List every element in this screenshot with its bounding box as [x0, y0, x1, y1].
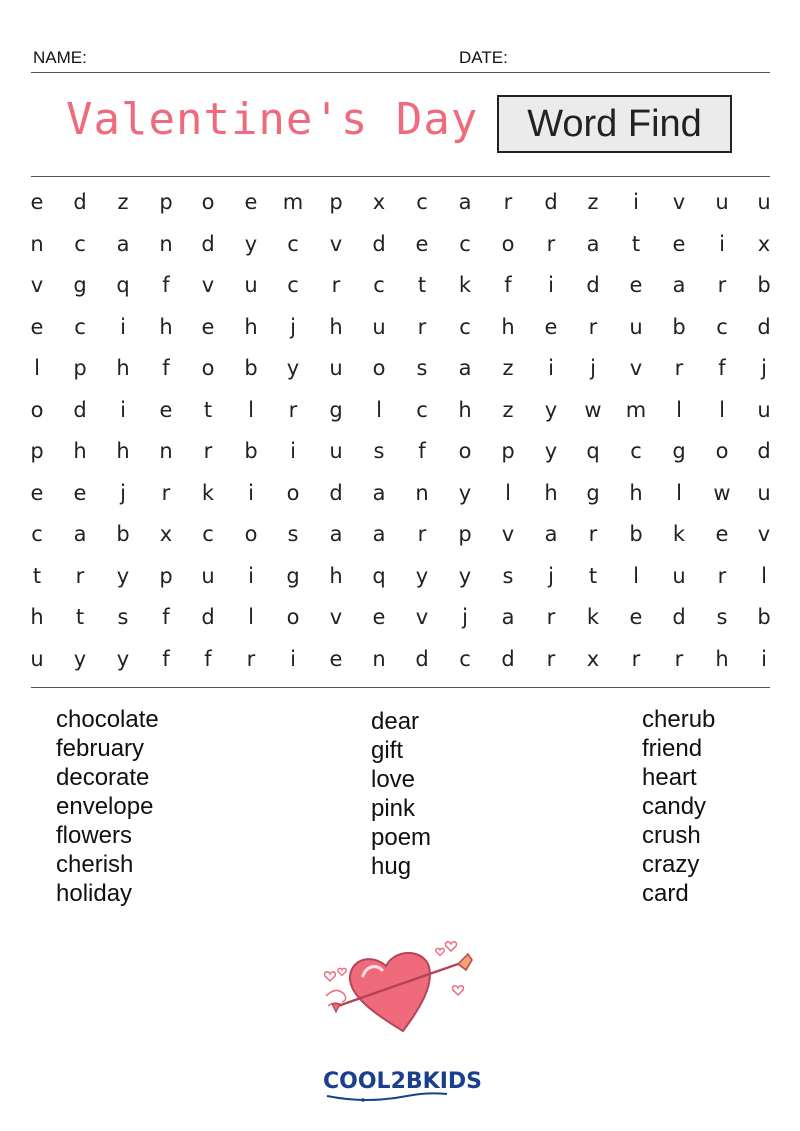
grid-letter: u: [329, 439, 343, 463]
grid-letter: h: [159, 315, 173, 339]
grid-letter: p: [501, 439, 515, 463]
grid-letter: v: [672, 190, 686, 214]
grid-letter: r: [203, 439, 213, 463]
grid-letter: f: [162, 647, 170, 671]
word-list-item: flowers: [56, 822, 133, 849]
word-list-item: hug: [371, 853, 412, 880]
grid-letter: d: [501, 647, 515, 671]
grid-letter: e: [159, 398, 173, 422]
grid-letter: u: [30, 647, 44, 671]
grid-letter: h: [244, 315, 258, 339]
grid-letter: y: [458, 564, 472, 588]
grid-letter: i: [761, 647, 767, 671]
grid-letter: e: [415, 232, 429, 256]
grid-letter: l: [676, 398, 682, 422]
grid-letter: e: [329, 647, 343, 671]
grid-letter: c: [287, 273, 299, 297]
grid-top-rule: [31, 176, 770, 177]
grid-row: [16, 595, 786, 637]
word-list-item: february: [56, 735, 145, 762]
grid-letter: n: [30, 232, 44, 256]
grid-letter: r: [331, 273, 341, 297]
grid-letter: a: [458, 190, 472, 214]
grid-letter: e: [244, 190, 258, 214]
grid-letter: q: [116, 273, 130, 297]
grid-letter: t: [631, 232, 641, 256]
grid-letter: y: [116, 564, 130, 588]
grid-letter: l: [633, 564, 639, 588]
grid-letter: f: [162, 605, 170, 629]
grid-letter: r: [546, 232, 556, 256]
grid-letter: c: [74, 232, 86, 256]
grid-letter: r: [75, 564, 85, 588]
grid-letter: d: [201, 232, 215, 256]
grid-letter: v: [329, 605, 343, 629]
grid-letter: i: [633, 190, 639, 214]
grid-letter: u: [629, 315, 643, 339]
grid-letter: u: [329, 356, 343, 380]
grid-letter: f: [718, 356, 726, 380]
word-list-item: heart: [642, 764, 697, 791]
grid-letter: s: [373, 439, 385, 463]
grid-letter: o: [286, 605, 300, 629]
grid-letter: i: [248, 481, 254, 505]
grid-letter: x: [159, 522, 173, 546]
word-list-item: holiday: [56, 880, 133, 907]
cool2bkids-logo-icon: [323, 1064, 483, 1104]
grid-letter: u: [757, 398, 771, 422]
grid-letter: o: [201, 190, 215, 214]
grid-letter: y: [116, 647, 130, 671]
grid-letter: s: [502, 564, 514, 588]
grid-letter: c: [31, 522, 43, 546]
grid-letter: j: [761, 356, 767, 380]
grid-letter: r: [288, 398, 298, 422]
grid-letter: b: [244, 439, 258, 463]
grid-letter: k: [458, 273, 472, 297]
grid-letter: i: [120, 398, 126, 422]
grid-letter: a: [116, 232, 130, 256]
grid-letter: m: [282, 190, 304, 214]
grid-letter: u: [672, 564, 686, 588]
grid-letter: c: [373, 273, 385, 297]
grid-letter: n: [372, 647, 386, 671]
grid-letter: z: [502, 398, 514, 422]
grid-letter: a: [458, 356, 472, 380]
grid-bottom-rule: [31, 687, 770, 688]
word-list-item: friend: [642, 735, 703, 762]
grid-letter: r: [546, 647, 556, 671]
grid-letter: a: [544, 522, 558, 546]
grid-letter: b: [757, 605, 771, 629]
grid-letter: p: [329, 190, 343, 214]
grid-letter: d: [544, 190, 558, 214]
page-title: Valentine's Day: [66, 94, 479, 145]
grid-row: [16, 388, 786, 430]
grid-row: [16, 346, 786, 388]
grid-letter: v: [757, 522, 771, 546]
grid-letter: r: [588, 522, 598, 546]
grid-letter: b: [116, 522, 130, 546]
grid-letter: h: [329, 315, 343, 339]
grid-letter: o: [458, 439, 472, 463]
grid-letter: t: [417, 273, 427, 297]
grid-letter: i: [290, 647, 296, 671]
grid-letter: i: [548, 356, 554, 380]
grid-letter: b: [757, 273, 771, 297]
word-list-item: love: [371, 766, 416, 793]
grid-letter: e: [672, 232, 686, 256]
grid-letter: p: [73, 356, 87, 380]
grid-letter: o: [201, 356, 215, 380]
grid-letter: u: [757, 481, 771, 505]
word-list-column-2: [371, 707, 431, 881]
grid-letter: t: [588, 564, 598, 588]
grid-letter: p: [159, 190, 173, 214]
grid-letter: r: [417, 315, 427, 339]
word-list-column-3: [642, 705, 715, 908]
grid-letter: k: [586, 605, 600, 629]
grid-letter: h: [629, 481, 643, 505]
grid-row: [16, 471, 786, 513]
grid-letter: j: [120, 481, 126, 505]
grid-letter: s: [716, 605, 728, 629]
grid-letter: d: [757, 315, 771, 339]
grid-letter: h: [116, 439, 130, 463]
grid-letter: l: [719, 398, 725, 422]
grid-letter: r: [161, 481, 171, 505]
grid-letter: c: [74, 315, 86, 339]
grid-letter: r: [631, 647, 641, 671]
grid-letter: t: [32, 564, 42, 588]
grid-letter: u: [715, 190, 729, 214]
grid-letter: c: [416, 398, 428, 422]
grid-letter: y: [544, 398, 558, 422]
word-list-item: decorate: [56, 764, 150, 791]
grid-letter: r: [246, 647, 256, 671]
grid-letter: v: [201, 273, 215, 297]
grid-letter: j: [462, 605, 468, 629]
word-list-item: cherish: [56, 851, 134, 878]
grid-letter: w: [713, 481, 731, 505]
grid-letter: o: [244, 522, 258, 546]
grid-letter: z: [117, 190, 129, 214]
word-list-item: chocolate: [56, 706, 159, 733]
grid-letter: i: [719, 232, 725, 256]
grid-letter: r: [674, 647, 684, 671]
word-list-item: poem: [371, 824, 432, 851]
grid-letter: a: [672, 273, 686, 297]
grid-letter: f: [504, 273, 512, 297]
grid-letter: c: [416, 190, 428, 214]
grid-letter: s: [117, 605, 129, 629]
grid-letter: d: [757, 439, 771, 463]
grid-letter: g: [586, 481, 600, 505]
grid-letter: j: [290, 315, 296, 339]
grid-letter: v: [629, 356, 643, 380]
grid-letter: b: [672, 315, 686, 339]
grid-letter: a: [586, 232, 600, 256]
logo-text: COOL2BKIDS: [323, 1069, 482, 1094]
grid-letter: h: [116, 356, 130, 380]
grid-letter: d: [586, 273, 600, 297]
grid-letter: g: [672, 439, 686, 463]
word-list-item: cherub: [642, 706, 716, 733]
grid-letter: c: [202, 522, 214, 546]
grid-row: [16, 263, 786, 305]
grid-letter: a: [73, 522, 87, 546]
word-list-column-1: [56, 705, 159, 908]
grid-letter: q: [586, 439, 600, 463]
grid-letter: l: [248, 605, 254, 629]
grid-letter: c: [459, 232, 471, 256]
grid-letter: k: [672, 522, 686, 546]
grid-letter: l: [34, 356, 40, 380]
grid-letter: a: [501, 605, 515, 629]
grid-letter: j: [548, 564, 554, 588]
grid-letter: g: [286, 564, 300, 588]
grid-letter: l: [761, 564, 767, 588]
grid-letter: m: [625, 398, 647, 422]
grid-letter: v: [30, 273, 44, 297]
grid-letter: r: [417, 522, 427, 546]
grid-letter: p: [30, 439, 44, 463]
grid-letter: x: [757, 232, 771, 256]
grid-letter: e: [73, 481, 87, 505]
grid-letter: e: [715, 522, 729, 546]
grid-letter: v: [415, 605, 429, 629]
grid-letter: y: [286, 356, 300, 380]
grid-letter: r: [503, 190, 513, 214]
grid-letter: p: [458, 522, 472, 546]
grid-letter: l: [676, 481, 682, 505]
grid-row: [16, 429, 786, 471]
word-list-item: crazy: [642, 851, 700, 878]
header-row: [33, 48, 770, 72]
grid-letter: l: [376, 398, 382, 422]
grid-letter: e: [30, 190, 44, 214]
grid-letter: e: [629, 273, 643, 297]
grid-letter: b: [629, 522, 643, 546]
grid-letter: v: [329, 232, 343, 256]
grid-letter: s: [416, 356, 428, 380]
grid-letter: h: [715, 647, 729, 671]
grid-letter: n: [415, 481, 429, 505]
grid-letter: r: [546, 605, 556, 629]
grid-letter: d: [372, 232, 386, 256]
grid-letter: o: [286, 481, 300, 505]
grid-letter: r: [674, 356, 684, 380]
grid-letter: r: [717, 273, 727, 297]
grid-row: [16, 305, 786, 347]
grid-letter: c: [630, 439, 642, 463]
grid-letter: f: [162, 273, 170, 297]
grid-letter: t: [203, 398, 213, 422]
grid-letter: u: [757, 190, 771, 214]
grid-letter: d: [672, 605, 686, 629]
grid-letter: y: [244, 232, 258, 256]
grid-letter: x: [372, 190, 386, 214]
grid-letter: w: [584, 398, 602, 422]
grid-letter: h: [501, 315, 515, 339]
grid-letter: x: [586, 647, 600, 671]
grid-letter: k: [201, 481, 215, 505]
grid-letter: c: [459, 647, 471, 671]
grid-row: [16, 554, 786, 596]
grid-letter: d: [73, 398, 87, 422]
grid-letter: u: [372, 315, 386, 339]
subtitle-box: [497, 95, 732, 153]
grid-row: [16, 512, 786, 554]
grid-letter: e: [629, 605, 643, 629]
grid-letter: r: [588, 315, 598, 339]
grid-letter: g: [329, 398, 343, 422]
grid-letter: q: [372, 564, 386, 588]
grid-letter: p: [159, 564, 173, 588]
grid-letter: t: [75, 605, 85, 629]
grid-letter: i: [290, 439, 296, 463]
grid-letter: s: [287, 522, 299, 546]
grid-row: [16, 637, 786, 679]
grid-letter: d: [415, 647, 429, 671]
date-label: DATE:: [459, 48, 508, 67]
grid-letter: h: [544, 481, 558, 505]
grid-letter: y: [415, 564, 429, 588]
grid-letter: u: [201, 564, 215, 588]
logo: [323, 1064, 483, 1104]
name-label: NAME:: [33, 48, 87, 67]
heart-arrow-icon: [318, 936, 478, 1036]
grid-letter: e: [30, 481, 44, 505]
word-list-item: crush: [642, 822, 701, 849]
grid-letter: d: [329, 481, 343, 505]
word-list-item: dear: [371, 708, 420, 735]
grid-letter: y: [458, 481, 472, 505]
grid-letter: b: [244, 356, 258, 380]
grid-letter: a: [372, 522, 386, 546]
grid-letter: l: [248, 398, 254, 422]
grid-letter: o: [30, 398, 44, 422]
grid-letter: u: [244, 273, 258, 297]
grid-letter: r: [717, 564, 727, 588]
grid-letter: i: [548, 273, 554, 297]
grid-letter: o: [715, 439, 729, 463]
grid-letter: l: [505, 481, 511, 505]
grid-letter: e: [201, 315, 215, 339]
word-list-item: card: [642, 880, 689, 907]
grid-letter: n: [159, 439, 173, 463]
grid-row: [16, 222, 786, 264]
grid-letter: f: [204, 647, 212, 671]
grid-letter: f: [418, 439, 426, 463]
grid-letter: v: [501, 522, 515, 546]
grid-letter: c: [287, 232, 299, 256]
grid-letter: o: [372, 356, 386, 380]
grid-letter: a: [372, 481, 386, 505]
grid-letter: i: [248, 564, 254, 588]
grid-letter: c: [716, 315, 728, 339]
word-list-item: pink: [371, 795, 416, 822]
word-list-item: gift: [371, 737, 404, 764]
grid-letter: f: [162, 356, 170, 380]
grid-letter: y: [73, 647, 87, 671]
grid-letter: e: [372, 605, 386, 629]
header-rule: [31, 72, 770, 73]
grid-letter: y: [544, 439, 558, 463]
grid-letter: d: [73, 190, 87, 214]
grid-letter: d: [201, 605, 215, 629]
grid-letter: h: [458, 398, 472, 422]
grid-letter: a: [329, 522, 343, 546]
grid-letter: o: [501, 232, 515, 256]
grid-letter: e: [544, 315, 558, 339]
word-list-item: envelope: [56, 793, 154, 820]
grid-letter: h: [329, 564, 343, 588]
grid-letter: e: [30, 315, 44, 339]
grid-row: [16, 180, 786, 222]
grid-letter: n: [159, 232, 173, 256]
grid-letter: g: [73, 273, 87, 297]
grid-letter: z: [587, 190, 599, 214]
grid-letter: h: [30, 605, 44, 629]
grid-letter: j: [590, 356, 596, 380]
grid-letter: i: [120, 315, 126, 339]
grid-letter: z: [502, 356, 514, 380]
grid-letter: h: [73, 439, 87, 463]
subtitle: Word Find: [527, 102, 702, 145]
grid-letter: c: [459, 315, 471, 339]
word-list-item: candy: [642, 793, 707, 820]
